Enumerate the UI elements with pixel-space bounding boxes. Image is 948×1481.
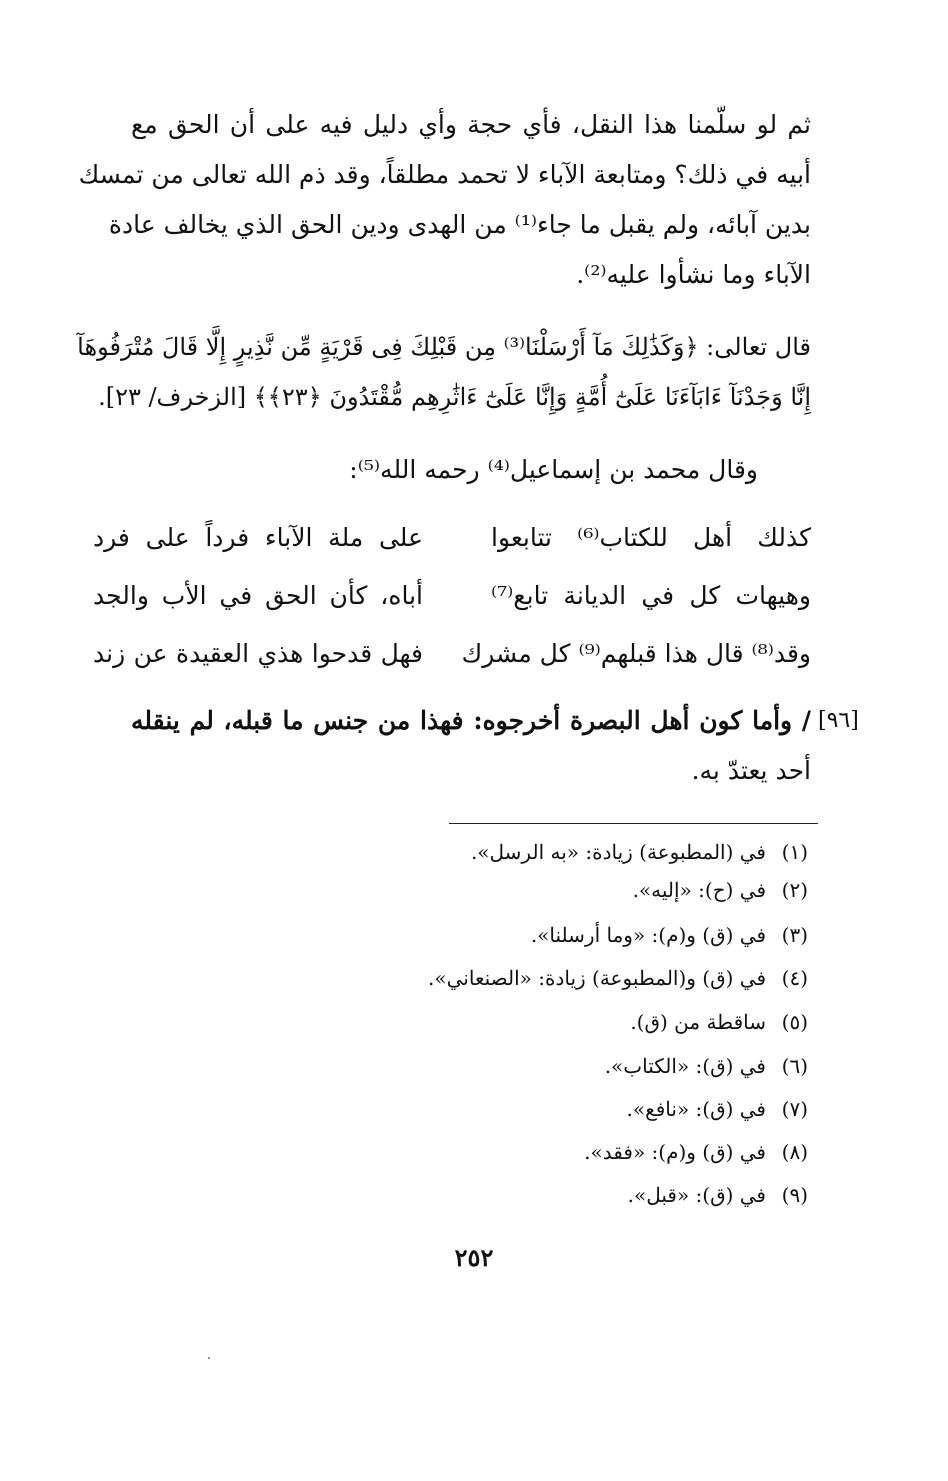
verse-second-hemistich: على ملة الآباء فرداً على فرد (93, 523, 423, 552)
manuscript-folio-marker: [٩٦] (818, 708, 859, 733)
quran-line: قال تعالى: ﴿وَكَذَٰلِكَ مَآ أَرْسَلْنَا⁽³⁾ مِن قَبْلِكَ فِى قَرْيَةٍ مِّن نَّذِيرٍ إِلَّا قَالَ مُتْرَفُوهَآ (77, 333, 811, 361)
verse-second-hemistich: فهل قدحوا هذي العقيدة عن زند (93, 639, 423, 668)
body-line: أحد يعتدّ به. (691, 756, 811, 785)
footnote-text: في (المطبوعة) زيادة: «به الرسل». (470, 840, 766, 864)
footnote (633, 870, 808, 910)
footnote-text: ساقطة من (ق). (630, 1010, 766, 1034)
footnote (628, 1175, 808, 1215)
footnote (630, 1002, 808, 1042)
verse-second-hemistich: أباه، كأن الحق في الأب والجد (93, 581, 423, 610)
footnote-text: في (ق) و(م): «فقد». (584, 1140, 766, 1164)
page-number: ٢٥٢ (454, 1243, 494, 1272)
footnote-number: (٣) (781, 923, 808, 947)
body-line: ثم لو سلّمنا هذا النقل، فأي حجة وأي دليل فيه على أن الحق مع (131, 110, 811, 139)
footnote-separator (449, 823, 818, 824)
footnote-number: (٩) (781, 1183, 808, 1207)
body-line: بدين آبائه، ولم يقبل ما جاء⁽¹⁾ من الهدى ودين الحق الذي يخالف عادة (108, 210, 811, 239)
verse-first-hemistich: وهيهات كل في الديانة تابع⁽⁷⁾ (491, 581, 811, 610)
footnote-number: (٤) (781, 966, 808, 990)
footnote-number: (١) (781, 840, 808, 864)
scan-speck (208, 1357, 210, 1359)
body-line: الآباء وما نشأوا عليه⁽²⁾. (576, 260, 811, 289)
footnote (531, 915, 808, 955)
quran-line: إِنَّا وَجَدْنَآ ءَابَآءَنَا عَلَىٰٓ أُمَّةٍ وَإِنَّا عَلَىٰٓ ءَاثَٰرِهِم مُّقْتَدُونَ ﴿٢٣﴾﴾ [الزخرف/ ٢٣]. (98, 383, 811, 411)
footnote-text: في (ق) و(المطبوعة) زيادة: «الصنعاني». (428, 966, 766, 990)
footnote-number: (٨) (781, 1140, 808, 1164)
footnote-text: في (ق): «قبل». (627, 1183, 766, 1207)
footnote-number: (٧) (781, 1097, 808, 1121)
verse-first-hemistich: وقد⁽⁸⁾ قال هذا قبلهم⁽⁹⁾ كل مشرك (461, 639, 811, 668)
footnote (605, 1046, 808, 1086)
verse-first-hemistich: كذلك أهل للكتاب⁽⁶⁾ تتابعوا (491, 523, 811, 552)
footnote (626, 1089, 808, 1129)
footnote-number: (٢) (781, 878, 808, 902)
footnote-number: (٥) (781, 1010, 808, 1034)
footnote-text: في (ق): «الكتاب». (604, 1054, 766, 1078)
body-line: / وأما كون أهل البصرة أخرجوه: فهذا من جنس ما قبله، لم ينقله (131, 706, 811, 735)
footnote (428, 958, 808, 998)
footnote-number: (٦) (781, 1054, 808, 1078)
verse-intro: وقال محمد بن إسماعيل⁽⁴⁾ رحمه الله⁽⁵⁾: (349, 455, 758, 484)
body-line: أبيه في ذلك؟ ومتابعة الآباء لا تحمد مطلقاً، وقد ذم الله تعالى من تمسك (78, 160, 811, 189)
footnote-text: في (ق): «نافع». (626, 1097, 766, 1121)
footnote (471, 832, 808, 872)
footnote (584, 1132, 808, 1172)
footnote-text: في (ق) و(م): «وما أرسلنا». (530, 923, 766, 947)
footnote-text: في (ح): «إليه». (632, 878, 766, 902)
